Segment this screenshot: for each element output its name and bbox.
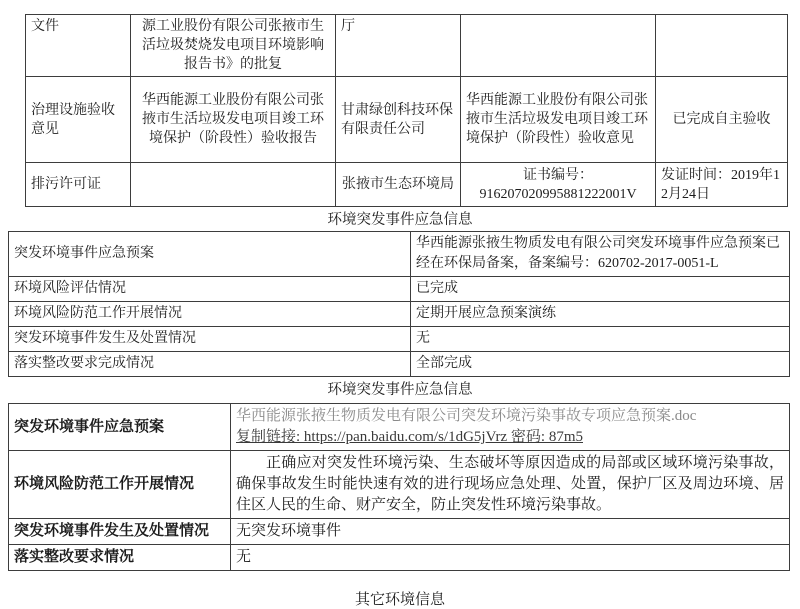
row-label-rectification: 落实整改要求完成情况 <box>9 352 411 377</box>
table-row <box>9 545 790 571</box>
row-label-emergency-plan: 突发环境事件应急预案 <box>9 232 411 277</box>
cell-risk-assessment: 已完成 <box>411 277 790 302</box>
cell-empty <box>656 15 788 77</box>
table-row <box>26 77 788 163</box>
table-row <box>9 519 790 545</box>
row-label-permit: 排污许可证 <box>26 163 131 207</box>
cell-acceptance-opinion: 华西能源工业股份有限公司张掖市生活垃圾发电项目竣工环境保护（阶段性）验收意见 <box>461 77 656 163</box>
table-row <box>9 451 790 519</box>
cell-incident-handling: 无 <box>411 327 790 352</box>
row-label-rectification: 落实整改要求情况 <box>9 545 231 571</box>
table-row <box>26 15 788 77</box>
cert-no-value: 916207020995881222001V <box>479 186 637 202</box>
table-row <box>9 352 790 377</box>
table-row <box>9 232 790 277</box>
table-row <box>26 163 788 207</box>
cell-acceptance-status: 已完成自主验收 <box>656 77 788 163</box>
cert-no-title: 证书编号： <box>523 167 593 183</box>
section-title-other-info: 其它环境信息 <box>354 592 445 608</box>
risk-prevention-paragraph: 正确应对突发性环境污染、生态破坏等原因造成的局部或区域环境污染事故，确保事故发生时能快速有效的进行现场应急处理、处置，保护厂区及周边环境、居住区人民的生命、财产安全，防止突发性环境污染事故。 <box>236 455 784 513</box>
cell-acceptance-agency: 甘肃绿创科技环保有限责任公司 <box>336 77 461 163</box>
cell-rectification-detail: 无 <box>231 545 790 571</box>
table-row <box>9 277 790 302</box>
section-title-emergency-1: 环境突发事件应急信息 <box>327 212 473 228</box>
baidu-pan-link[interactable]: 复制链接: https://pan.baidu.com/s/1dG5jVrz 密码: 87m5 <box>236 429 583 445</box>
cell-emergency-plan-doc <box>231 404 790 451</box>
cell-empty <box>131 163 336 207</box>
cell-permit-cert-no <box>461 163 656 207</box>
cell-permit-issue-date: 发证时间：2019年12月24日 <box>656 163 788 207</box>
cell-empty <box>461 15 656 77</box>
cell-permit-authority: 张掖市生态环境局 <box>336 163 461 207</box>
cell-approval-agency: 厅 <box>336 15 461 77</box>
row-label-incident-handling: 突发环境事件发生及处置情况 <box>9 327 411 352</box>
row-label-risk-prevention: 环境风险防范工作开展情况 <box>9 451 231 519</box>
emergency-summary-table <box>8 231 790 377</box>
permits-table <box>25 14 788 207</box>
cell-rectification: 全部完成 <box>411 352 790 377</box>
cell-incident-handling-detail: 无突发环境事件 <box>231 519 790 545</box>
row-label-emergency-plan: 突发环境事件应急预案 <box>9 404 231 451</box>
document-page <box>0 14 800 608</box>
row-label-incident-handling: 突发环境事件发生及处置情况 <box>9 519 231 545</box>
row-label-acceptance: 治理设施验收意见 <box>26 77 131 163</box>
cell-emergency-plan-filing: 华西能源张掖生物质发电有限公司突发环境事件应急预案已经在环保局备案，备案编号：620702-2017-0051-L <box>411 232 790 277</box>
section-title-emergency-2: 环境突发事件应急信息 <box>327 382 473 398</box>
row-label-file: 文件 <box>26 15 131 77</box>
cell-approval-doc: 源工业股份有限公司张掖市生活垃圾焚烧发电项目环境影响报告书》的批复 <box>131 15 336 77</box>
row-label-risk-assessment: 环境风险评估情况 <box>9 277 411 302</box>
table-row <box>9 404 790 451</box>
emergency-detail-table <box>8 403 790 571</box>
table-row <box>9 327 790 352</box>
cell-risk-prevention: 定期开展应急预案演练 <box>411 302 790 327</box>
table-row <box>9 302 790 327</box>
cell-acceptance-report: 华西能源工业股份有限公司张掖市生活垃圾发电项目竣工环境保护（阶段性）验收报告 <box>131 77 336 163</box>
cell-risk-prevention-detail <box>231 451 790 519</box>
plan-doc-name: 华西能源张掖生物质发电有限公司突发环境污染事故专项应急预案.doc <box>236 408 697 424</box>
row-label-risk-prevention: 环境风险防范工作开展情况 <box>9 302 411 327</box>
